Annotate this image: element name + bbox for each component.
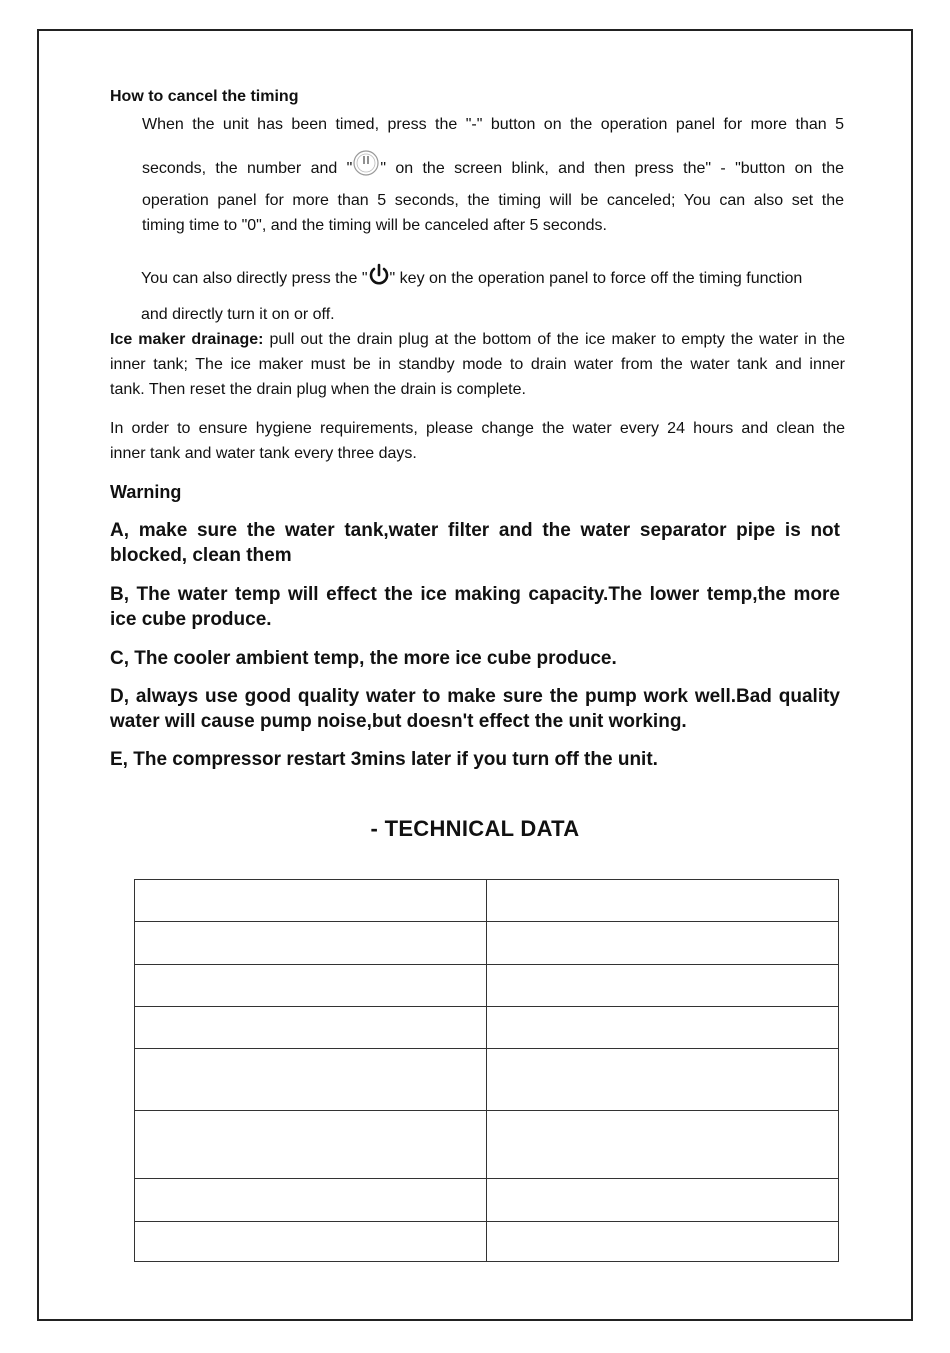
technical-data-title: - TECHNICAL DATA: [370, 816, 580, 841]
timing-line-1: When the unit has been timed, press the "-" button on the operation panel for more than 5: [142, 116, 844, 133]
warning-d: D, always use good quality water to make sure the pump work well.Bad quality water will cause pump noise,but doesn't effect the unit working.: [110, 686, 840, 732]
table-row: [135, 1222, 839, 1262]
table-cell: [487, 965, 839, 1007]
table-row: [135, 1049, 839, 1111]
table-cell: [135, 965, 487, 1007]
power-line-1: [141, 262, 845, 300]
warning-heading: Warning: [110, 482, 182, 502]
table-cell: [135, 1179, 487, 1222]
power-line-1-end: " key on the operation panel to force off the timing function: [389, 270, 803, 287]
warning-a: A, make sure the water tank,water filter and the water separator pipe is not blocked, clean them: [110, 520, 840, 566]
timing-line-3: operation panel for more than 5 seconds, the timing will be canceled; You can also set the: [142, 192, 844, 209]
timing-heading: How to cancel the timing: [110, 88, 299, 105]
table-cell: [487, 922, 839, 965]
power-line-1-start: You can also directly press the ": [141, 270, 368, 287]
table-cell: [135, 1049, 487, 1111]
timing-line-2-start: seconds, the number and ": [142, 160, 353, 177]
drainage-text-1: pull out the drain plug at the bottom of the ice maker to empty the water in the: [263, 331, 846, 348]
table-row: [135, 1111, 839, 1179]
warning-e: E, The compressor restart 3mins later if you turn off the unit.: [110, 749, 658, 770]
table-cell: [135, 1007, 487, 1049]
table-cell: [487, 1222, 839, 1262]
table-row: [135, 1179, 839, 1222]
power-icon: [368, 263, 390, 300]
drainage-line-1: [110, 327, 845, 352]
table-row: [135, 965, 839, 1007]
timing-line-4: timing time to "0", and the timing will be canceled after 5 seconds.: [142, 217, 607, 234]
hygiene-line-2: inner tank and water tank every three days.: [110, 445, 417, 462]
power-line-2: and directly turn it on or off.: [141, 306, 335, 323]
table-cell: [487, 1111, 839, 1179]
table-row: [135, 922, 839, 965]
table-row: [135, 880, 839, 922]
table-cell: [487, 1179, 839, 1222]
hygiene-line-1: In order to ensure hygiene requirements, please change the water every 24 hours and clean the: [110, 420, 845, 437]
drainage-line-3: tank. Then reset the drain plug when the drain is complete.: [110, 381, 526, 398]
drainage-label: Ice maker drainage:: [110, 331, 264, 348]
table-cell: [487, 880, 839, 922]
warning-c: C, The cooler ambient temp, the more ice cube produce.: [110, 648, 617, 669]
table-cell: [135, 1222, 487, 1262]
warning-b: B, The water temp will effect the ice making capacity.The lower temp,the more ice cube produce.: [110, 584, 840, 630]
timing-line-2-end: " on the screen blink, and then press the" - "button on the: [380, 160, 845, 177]
table-cell: [135, 922, 487, 965]
table-cell: [487, 1049, 839, 1111]
table-cell: [487, 1007, 839, 1049]
drainage-line-2: inner tank; The ice maker must be in standby mode to drain water from the water tank and inner: [110, 356, 845, 373]
table-cell: [135, 1111, 487, 1179]
table-cell: [135, 880, 487, 922]
technical-data-table: [134, 879, 839, 1262]
table-row: [135, 1007, 839, 1049]
